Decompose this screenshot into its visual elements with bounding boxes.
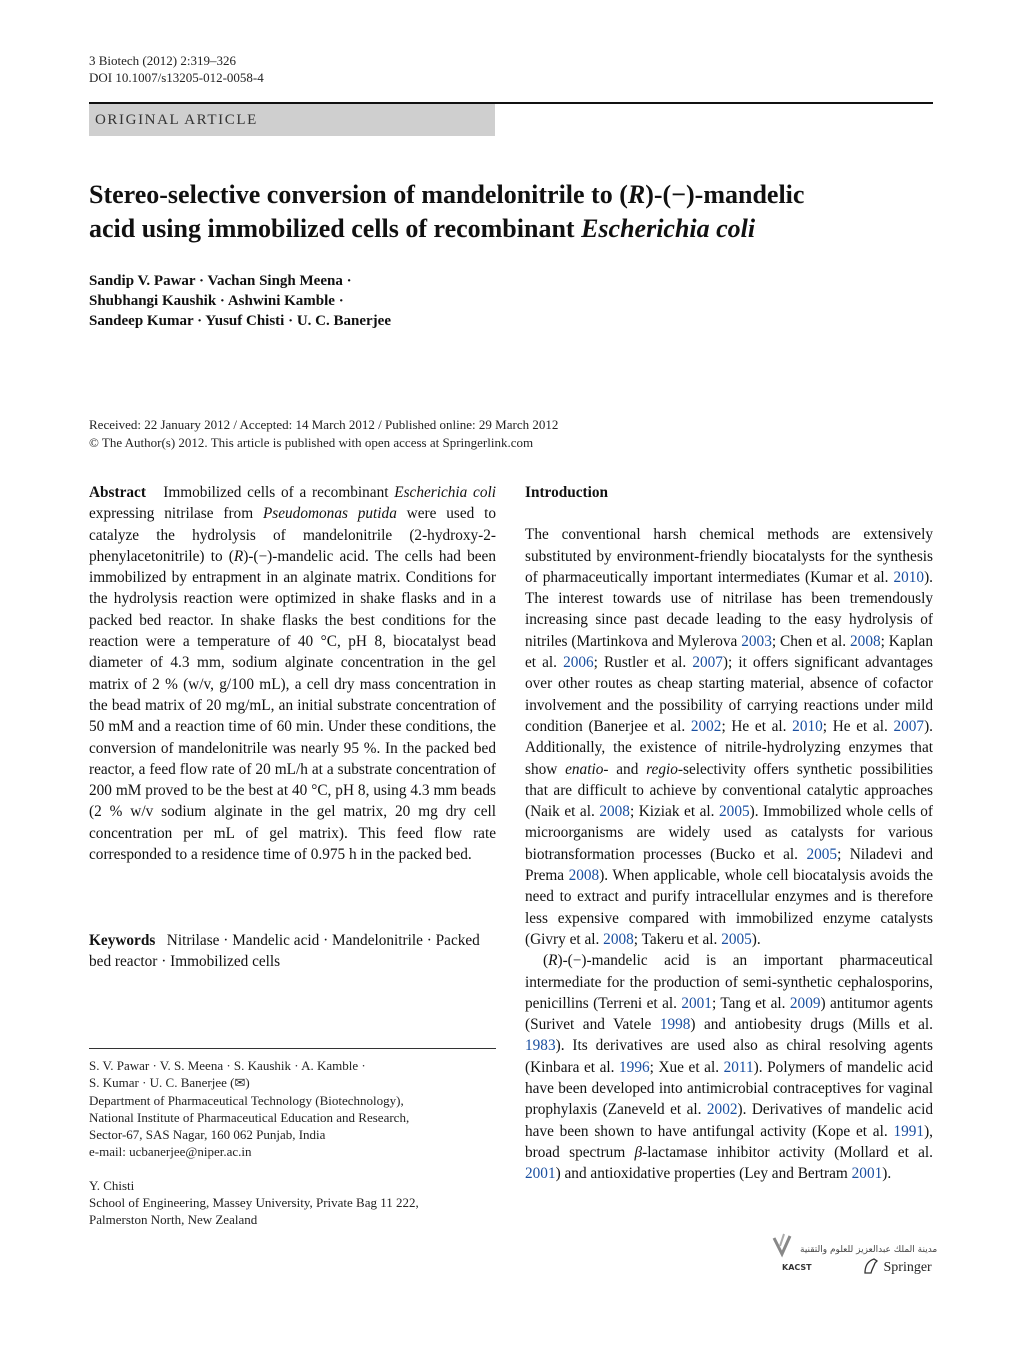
- affiliation-school: School of Engineering, Massey University, Private Bag 11 222,: [89, 1195, 419, 1211]
- citation-link[interactable]: 2006: [563, 654, 594, 672]
- intro-paragraph-1: The conventional harsh chemical methods are extensively substituted by environment-friendly biocatalysts for the synthesis of pharmaceutically important intermediates (Kumar et al. 2010). The interest towards use of nitrilase has been tremendously increasing since past decade leading to the easy hydrolysis of nitriles (Martinkova and Mylerova 2003; Chen et al. 2008; Kaplan et al. 2006; Rustler et al. 2007); it offers significant advantages over other routes as cheap starting material, absence of cofactor involvement and the possibility of carrying reactions under mild condition (Banerjee et al. 2002; He et al. 2010; He et al. 2007). Additionally, the existence of nitrile-hydrolyzing enzymes that show enatio- and regio-selectivity offers synthetic possibilities that are difficult to achieve by conventional catalytic approaches (Naik et al. 2008; Kiziak et al. 2005). Immobilized whole cells of microorganisms are widely used as catalysts for various biotransformation processes (Bucko et al. 2005; Niladevi and Prema 2008). When applicable, whole cell biocatalysis avoids the need to extract and purify intracellular enzymes and is therefore less expensive compared with immobilized enzyme catalysts (Givry et al. 2008; Takeru et al. 2005).: [525, 526, 934, 948]
- author-list: [89, 271, 689, 331]
- affiliation-names: S. V. Pawar · V. S. Meena · S. Kaushik · A. Kamble ·: [89, 1058, 366, 1073]
- citation-link[interactable]: 2010: [893, 568, 925, 586]
- title-italic-r: R: [627, 180, 646, 209]
- citation-link[interactable]: 1991: [893, 1122, 925, 1140]
- author-line: Sandip V. Pawar · Vachan Singh Meena ·: [89, 273, 352, 289]
- affiliation-dept: Department of Pharmaceutical Technology (Biotechnology),: [89, 1092, 404, 1108]
- title-species: Escherichia coli: [581, 214, 756, 243]
- affiliation-city: Palmerston North, New Zealand: [89, 1212, 258, 1228]
- citation-link[interactable]: 2007: [893, 717, 925, 735]
- copyright-line: © The Author(s) 2012. This article is published with open access at Springerlink.com: [89, 435, 534, 450]
- citation-link[interactable]: 2011: [723, 1058, 754, 1076]
- article-title: [89, 178, 933, 246]
- citation-link[interactable]: 1983: [525, 1037, 556, 1055]
- publication-dates: [89, 416, 933, 452]
- affiliation-names: Y. Chisti: [89, 1177, 135, 1193]
- citation-link[interactable]: 2005: [721, 930, 752, 948]
- article-type-label: ORIGINAL ARTICLE: [95, 112, 258, 128]
- author-line: Sandeep Kumar · Yusuf Chisti · U. C. Banerjee: [89, 313, 391, 329]
- dates-line: Received: 22 January 2012 / Accepted: 14 March 2012 / Published online: 29 March 2012: [89, 417, 559, 432]
- citation-link[interactable]: 2007: [692, 654, 723, 672]
- abstract-italic: R: [233, 547, 244, 565]
- affiliation-institute: National Institute of Pharmaceutical Education and Research,: [89, 1109, 410, 1125]
- title-text-2: acid using immobilized cells of recombinant: [89, 214, 582, 243]
- introduction: [525, 482, 933, 1185]
- keywords: [89, 930, 496, 973]
- springer-logo: [862, 1258, 932, 1276]
- title-text: Stereo-selective conversion of mandelonitrile to (: [89, 180, 628, 209]
- citation-link[interactable]: 2008: [603, 930, 634, 948]
- journal-citation: 3 Biotech (2012) 2:319–326: [89, 53, 236, 68]
- affiliation-email[interactable]: e-mail: ucbanerjee@niper.ac.in: [89, 1144, 252, 1160]
- affiliations: [89, 1057, 496, 1229]
- abstract-italic: Escherichia coli: [394, 484, 496, 501]
- affiliation-address: Sector-67, SAS Nagar, 160 062 Punjab, India: [89, 1127, 326, 1143]
- citation-link[interactable]: 2008: [850, 632, 881, 650]
- citation-link[interactable]: 2001: [525, 1165, 556, 1183]
- abstract-text: Immobilized cells of a recombinant: [163, 484, 395, 501]
- affiliation-names: S. Kumar · U. C. Banerjee (✉): [89, 1075, 250, 1091]
- abstract-text: expressing nitrilase from: [89, 505, 263, 523]
- intro-paragraph-2: (R)-(−)-mandelic acid is an important pharmaceutical intermediate for the production of semi-synthetic cephalosporins, penicillins (Terreni et al. 2001; Tang et al. 2009) antitumor agents (Surivet and Vatele 1998) and antiobesity drugs (Mills et al. 1983). Its derivatives are used also as chiral resolving agents (Kinbara et al. 1996; Xue et al. 2011). Polymers of mandelic acid have been developed into antimicrobial contraceptives for vaginal prophylaxis (Zaneveld et al. 2002). Derivatives of mandelic acid have been shown to have antifungal activity (Kope et al. 1991), broad spectrum β-lactamase inhibitor activity (Mollard et al. 2001) and antioxidative properties (Ley and Bertram 2001).: [525, 952, 933, 1183]
- springer-text: Springer: [883, 1260, 932, 1275]
- kacst-arabic-text: مدينة الملك عبدالعزيز للعلوم والتقنية: [800, 1245, 938, 1255]
- citation-link[interactable]: 2008: [599, 803, 630, 821]
- citation-link[interactable]: 2003: [741, 632, 772, 650]
- keywords-text: Nitrilase · Mandelic acid · Mandelonitrile · Packed bed reactor · Immobilized cells: [89, 932, 480, 971]
- abstract-italic: Pseudomonas putida: [262, 505, 397, 523]
- affiliation-rule: [89, 1048, 496, 1049]
- introduction-heading: Introduction: [525, 484, 609, 501]
- abstract-text: were used to catalyze the hydrolysis of mandelonitrile (2-hydroxy-2-phenylacetonitrile) to (: [89, 505, 496, 565]
- abstract-text: )-(−)-mandelic acid. The cells had been immobilized by entrapment in an alginate matrix. Conditions for the hydrolysis reaction were optimized in shake flasks and in a packed bed reactor. In shake flasks the best conditions for the reaction were a temperature of 40 °C, pH 8, biocatalyst bead diameter of 4.3 mm, sodium alginate concentration in the gel matrix of 2 % (w/v, g/100 mL), a cell dry mass concentration in the bead matrix of 20 mg/mL, an initial substrate concentration of 50 mM and a reaction time of 60 min. Under these conditions, the conversion of mandelonitrile was nearly 95 %. In the packed bed reactor, a feed flow rate of 20 mL/h at a substrate concentration of 200 mM proved to be the best at 40 °C, pH 8, using 4.3 mm beads (2 % w/v sodium alginate in the gel matrix, 20 mg dry cell concentration per mL of gel matrix). This feed flow rate corresponded to a residence time of 0.975 h in the packed bed.: [89, 547, 496, 864]
- author-line: Shubhangi Kaushik · Ashwini Kamble ·: [89, 293, 344, 309]
- citation-link[interactable]: 2010: [792, 717, 823, 735]
- citation-link[interactable]: 2002: [706, 1101, 738, 1119]
- abstract: [89, 482, 496, 865]
- citation-link[interactable]: 2009: [789, 994, 821, 1012]
- title-text-end: )-(−)-mandelic: [645, 180, 805, 209]
- citation-link[interactable]: 1996: [619, 1058, 650, 1076]
- doi[interactable]: DOI 10.1007/s13205-012-0058-4: [89, 70, 264, 85]
- keywords-heading: Keywords: [89, 932, 156, 949]
- article-type-banner: [89, 104, 495, 136]
- springer-horse-icon: [862, 1258, 880, 1274]
- citation-link[interactable]: 2005: [719, 803, 750, 821]
- journal-header: [89, 52, 264, 86]
- kacst-text: KACST: [782, 1263, 812, 1272]
- citation-link[interactable]: 2008: [568, 867, 600, 885]
- citation-link[interactable]: 2001: [851, 1165, 883, 1183]
- citation-link[interactable]: 1998: [659, 1016, 691, 1034]
- citation-link[interactable]: 2005: [806, 845, 838, 863]
- citation-link[interactable]: 2002: [690, 717, 722, 735]
- citation-link[interactable]: 2001: [681, 994, 712, 1012]
- abstract-heading: Abstract: [89, 484, 146, 501]
